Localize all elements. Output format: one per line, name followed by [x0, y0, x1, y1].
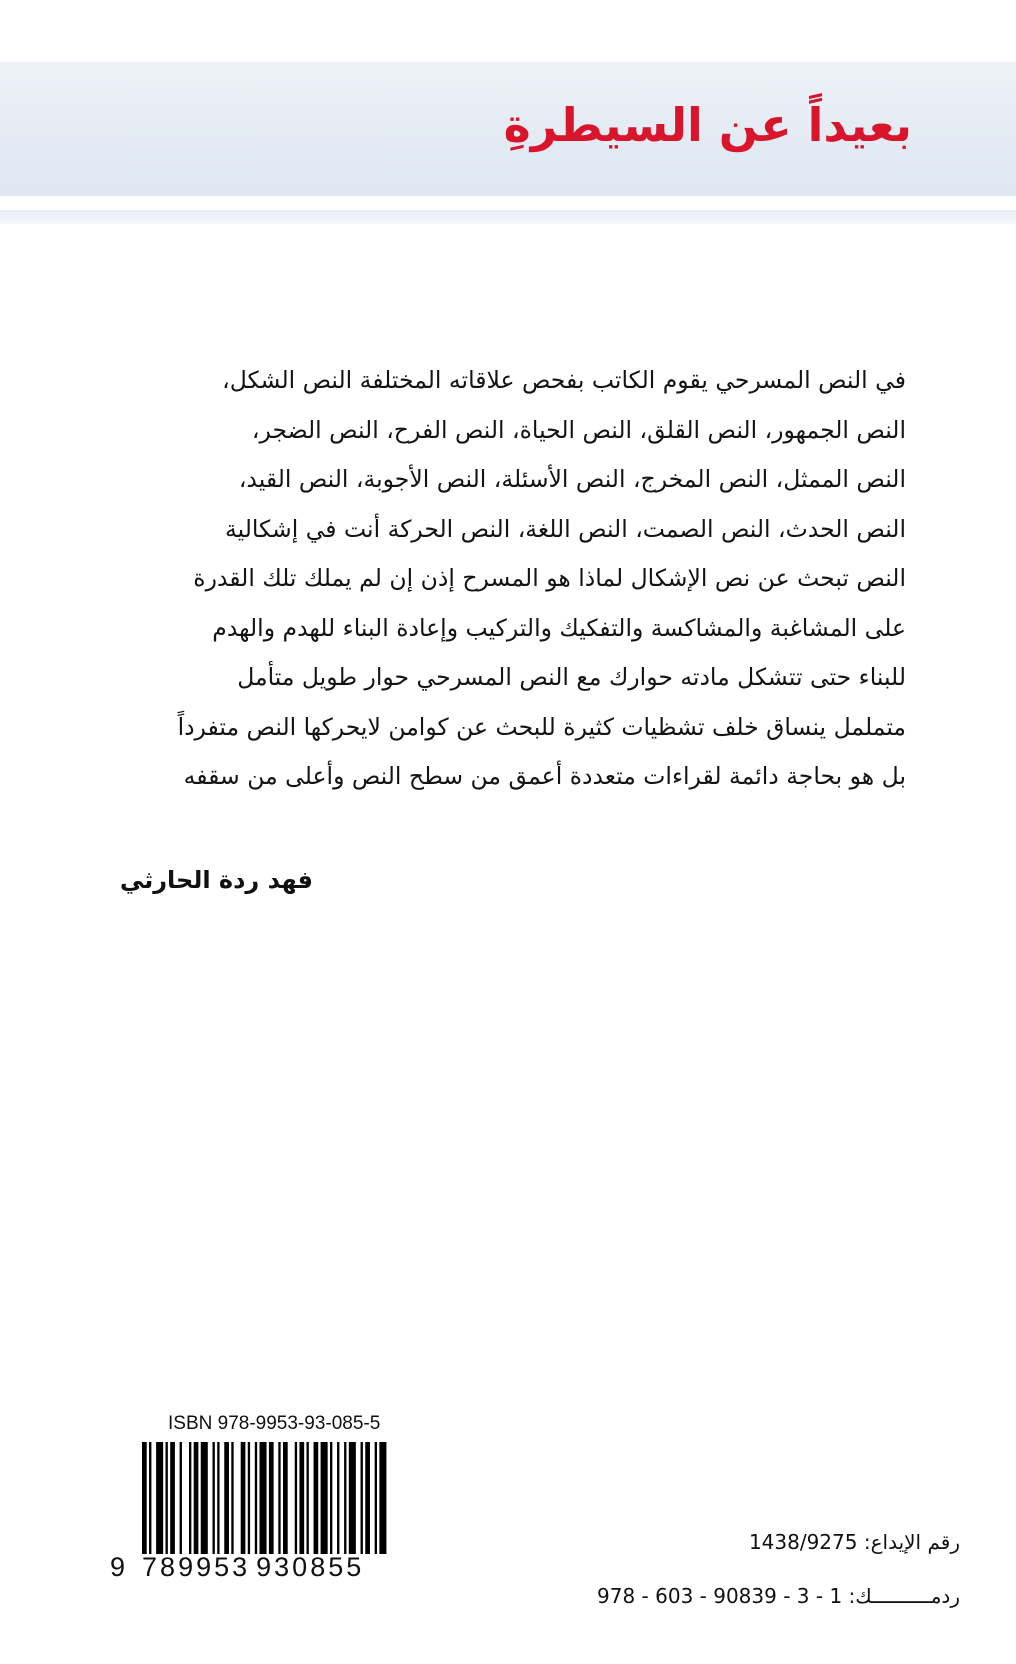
barcode-bar	[166, 1442, 168, 1554]
barcode-bar	[269, 1442, 274, 1554]
barcode-bar	[375, 1442, 377, 1554]
barcode-digit-first: 9	[110, 1552, 129, 1582]
book-title: بعيداً عن السيطرةِ	[503, 98, 912, 152]
barcode-bar	[217, 1442, 219, 1554]
barcode-bar	[337, 1442, 339, 1554]
blurb-line: النص الجمهور، النص القلق، النص الحياة، النص الفرح، النص الضجر،	[251, 415, 906, 444]
barcode-bar	[361, 1442, 363, 1554]
barcode-bar	[295, 1442, 297, 1554]
blurb-line: النص تبحث عن نص الإشكال لماذا هو المسرح إذن إن لم يملك تلك القدرة	[193, 564, 906, 592]
blurb-line: النص الحدث، النص الصمت، النص اللغة، النص الحركة أنت في إشكالية	[225, 514, 906, 543]
barcode-bar	[299, 1442, 304, 1554]
barcode-bar	[314, 1442, 319, 1554]
barcode-bar	[248, 1442, 250, 1554]
header-divider	[0, 210, 1016, 224]
blurb-line: للبناء حتى تتشكل مادته حوارك مع النص المسرحي حوار طويل متأمل	[237, 663, 906, 691]
barcode-bar	[194, 1442, 199, 1554]
deposit-value: 1438/9275	[748, 1530, 858, 1554]
barcode-bar	[365, 1442, 370, 1554]
barcode-bar	[224, 1442, 229, 1554]
barcode-digit-group-1: 789953	[142, 1552, 251, 1582]
blurb-line: في النص المسرحي يقوم الكاتب بفحص علاقاته المختلفة النص الشكل،	[222, 366, 906, 394]
blurb-line: على المشاغبة والمشاكسة والتفكيك والتركيب وإعادة البناء للهدم والهدم	[212, 613, 906, 642]
blurb-line: متململ ينساق خلف تشظيات كثيرة للبحث عن كوامن لايحركها النص متفرداً	[177, 712, 906, 741]
barcode-bar	[349, 1442, 356, 1554]
barcode-bar	[283, 1442, 288, 1554]
blurb-line: بل هو بحاجة دائمة لقراءات متعددة أعمق من سطح النص وأعلى من سقفه	[183, 762, 906, 790]
barcode-bar	[180, 1442, 182, 1554]
barcode-bar	[379, 1442, 386, 1554]
isbn-label: ISBN 978-9953-93-085-5	[168, 1413, 381, 1434]
barcode-bar	[231, 1442, 233, 1554]
barcode-bar	[255, 1442, 257, 1554]
barcode-bar	[278, 1442, 280, 1554]
barcode-bar	[307, 1442, 309, 1554]
blurb-line: النص الممثل، النص المخرج، النص الأسئلة، النص الأجوبة، النص القيد،	[238, 465, 906, 493]
barcode-bar	[170, 1442, 175, 1554]
barcode-digits	[110, 1552, 364, 1583]
barcode-bar	[189, 1442, 191, 1554]
barcode-bar	[213, 1442, 215, 1554]
barcode-image	[142, 1442, 407, 1554]
barcode-digit-group-2: 930855	[256, 1552, 365, 1582]
deposit-label: رقم الإيداع:	[863, 1530, 960, 1554]
barcode-bar	[330, 1442, 332, 1554]
barcode-bar	[260, 1442, 267, 1554]
deposit-number	[749, 1530, 960, 1554]
barcode-bar	[321, 1442, 328, 1554]
author-name: فهد ردة الحارثي	[119, 866, 313, 894]
barcode-bar	[344, 1442, 346, 1554]
barcode-bar	[142, 1442, 147, 1554]
barcode-bar	[201, 1442, 208, 1554]
barcode-bar	[149, 1442, 151, 1554]
arabic-isbn	[597, 1584, 960, 1608]
arabic-isbn-value: 978 - 603 - 90839 - 3 - 1	[597, 1584, 843, 1608]
arabic-isbn-label: ردمــــــــــك:	[848, 1584, 960, 1608]
barcode-bar	[241, 1442, 246, 1554]
blurb-text	[136, 356, 906, 802]
barcode-bar	[156, 1442, 163, 1554]
